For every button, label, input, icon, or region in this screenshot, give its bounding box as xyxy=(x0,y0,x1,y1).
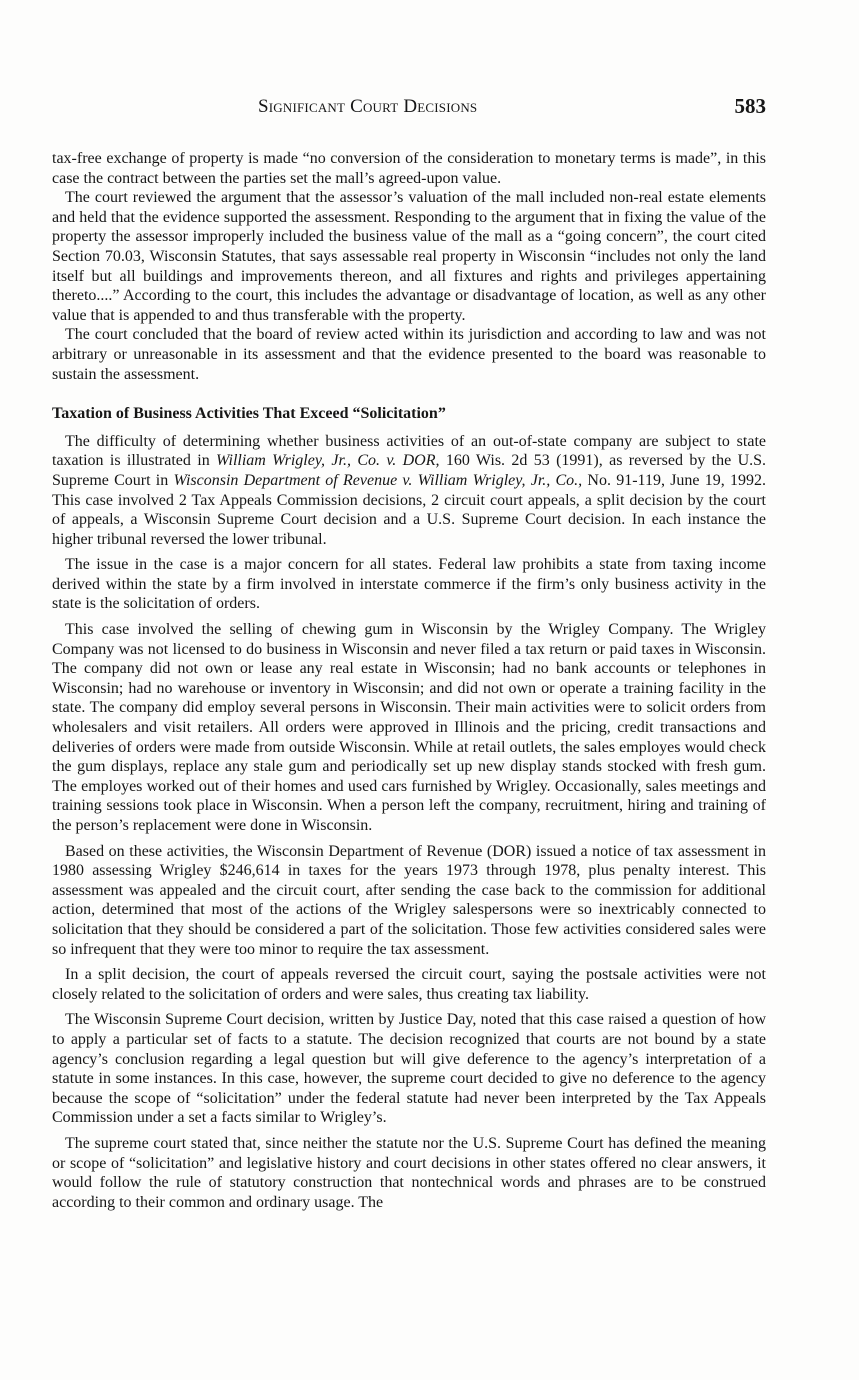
paragraph: tax-free exchange of property is made “no conversion of the consideration to monetary terms is made”, in this case the contract between the parties set the mall’s agreed-upon value. xyxy=(52,150,766,187)
page-header xyxy=(52,94,766,126)
paragraph: The Wisconsin Supreme Court decision, written by Justice Day, noted that this case raised a question of how to apply a particular set of facts to a statute. The decision recognized that courts are not bound by a state agency’s conclusion regarding a legal question but will give deference to the agency’s interpretation of a statute in some instances. In this case, however, the supreme court decided to give no deference to the agency because the scope of “solicitation” under the federal statute had never been interpreted by the Tax Appeals Commission under a set a facts similar to Wrigley’s. xyxy=(52,1011,766,1127)
paragraph: The court concluded that the board of review acted within its jurisdiction and according to law and was not arbitrary or unreasonable in its assessment and that the evidence presented to the board was reasonable to sustain the assessment. xyxy=(52,326,766,383)
body-text xyxy=(52,149,766,1212)
intro-text: 160 Wis. 2d 53 (1991), as reversed by the U.S. Supreme Court in xyxy=(52,452,767,489)
paragraph: The issue in the case is a major concern for all states. Federal law prohibits a state from taxing income derived within the state by a firm involved in interstate commerce if the firm’s only business activity in the state is the solicitation of orders. xyxy=(52,556,766,613)
section-heading: Taxation of Business Activities That Exceed “Solicitation” xyxy=(52,405,446,423)
case-citation: Wisconsin Department of Revenue v. William Wrigley, Jr., Co., xyxy=(173,471,583,489)
intro-text: The difficulty of determining whether business activities of an out-of-state company are subject to state taxation is illustrated in xyxy=(52,432,766,470)
page-number: 583 xyxy=(734,94,766,118)
paragraph: Based on these activities, the Wisconsin Department of Revenue (DOR) issued a notice of tax assessment in 1980 assessing Wrigley $246,614 in taxes for the years 1973 through 1978, plus penalty interest. This assessment was appealed and the circuit court, after sending the case back to the commission for additional action, determined that most of the actions of the Wrigley salespersons were so inextricably connected to solicitation that they should be considered a part of the solicitation. Those few activities considered sales were so infrequent that they were too minor to require the tax assessment. xyxy=(52,842,766,958)
case-citation: William Wrigley, Jr., Co. v. DOR, xyxy=(216,452,440,470)
running-head: Significant Court Decisions xyxy=(258,96,478,117)
paragraph: The court reviewed the argument that the assessor’s valuation of the mall included non-real estate elements and held that the evidence supported the assessment. Responding to the argument that in fixing the value of the property the assessor improperly included the business value of the mall as a “going concern”, the court cited Section 70.03, Wisconsin Statutes, that says assessable real property in Wisconsin “includes not only the land itself but all buildings and improvements thereon, and all fixtures and rights and privileges appertaining thereto....” According to the court, this includes the advantage or disadvantage of location, as well as any other value that is appended to and thus transferable with the property. xyxy=(52,189,766,324)
paragraph: In a split decision, the court of appeals reversed the circuit court, saying the postsale activities were not closely related to the solicitation of orders and were sales, thus creating tax liability. xyxy=(52,966,766,1003)
paragraph-intro xyxy=(52,432,766,550)
paragraph: The supreme court stated that, since neither the statute nor the U.S. Supreme Court has defined the meaning or scope of “solicitation” and legislative history and court decisions in other states offered no clear answers, it would follow the rule of statutory construction that nontechnical words and phrases are to be construed according to their common and ordinary usage. The xyxy=(52,1134,766,1211)
paragraph: This case involved the selling of chewing gum in Wisconsin by the Wrigley Company. The Wrigley Company was not licensed to do business in Wisconsin and never filed a tax return or paid taxes in Wisconsin. The company did not own or lease any real estate in Wisconsin; had no bank accounts or telephones in Wisconsin; had no warehouse or inventory in Wisconsin; and did not own or operate a training facility in the state. The company did employ several persons in Wisconsin. Their main activities were to solicit orders from wholesalers and visit retailers. All orders were approved in Illinois and the pricing, credit transactions and deliveries of orders were made from outside Wisconsin. While at retail outlets, the sales employes would check the gum displays, replace any stale gum and periodically set up new display stands stocked with fresh gum. The employes worked out of their homes and used cars furnished by Wrigley. Occasionally, sales meetings and training sessions took place in Wisconsin. When a person left the company, recruitment, hiring and training of the person’s replacement were done in Wisconsin. xyxy=(52,621,766,834)
intro-text: No. 91-119, June 19, 1992. This case involved 2 Tax Appeals Commission decisions, 2 circuit court appeals, a split decision by the court of appeals, a Wisconsin Supreme Court decision and a U.S. Supreme Court decision. In each instance the higher tribunal reversed the lower tribunal. xyxy=(52,471,767,548)
